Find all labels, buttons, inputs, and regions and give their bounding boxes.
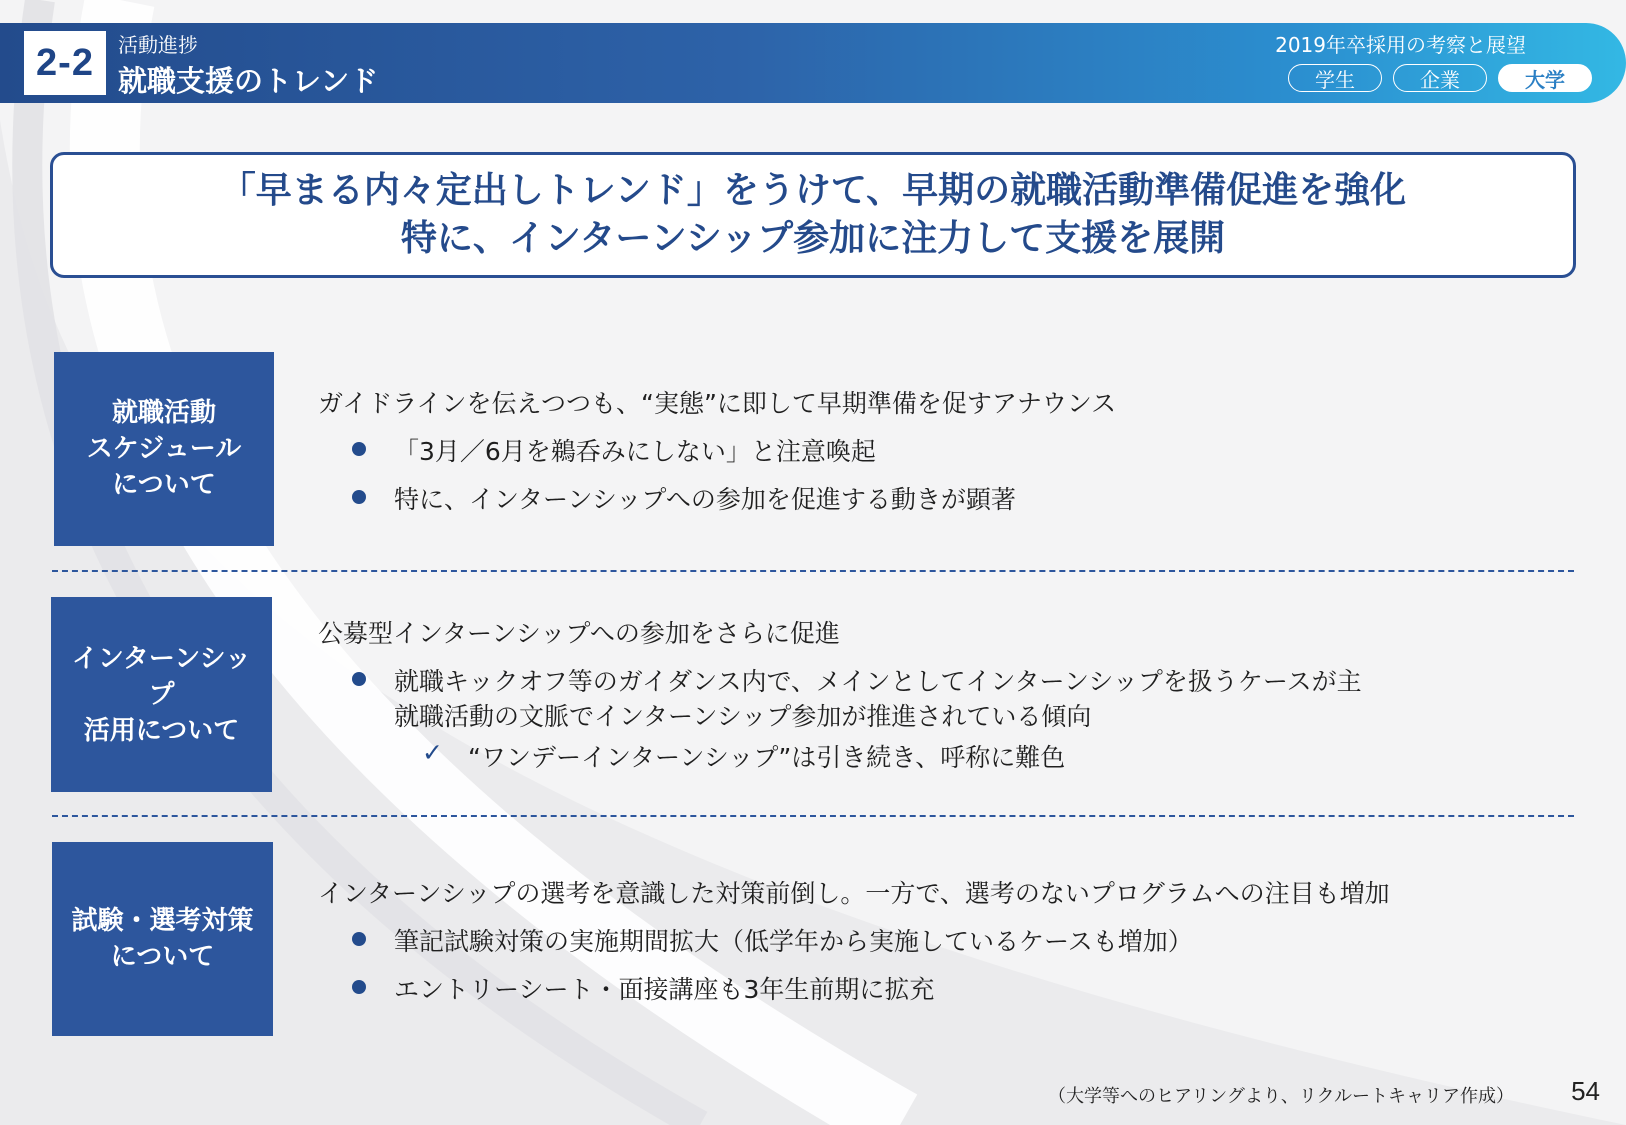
bullet-text: 筆記試験対策の実施期間拡大（低学年から実施しているケースも増加） [394, 927, 1193, 956]
bullet-icon [352, 490, 366, 504]
section-divider [52, 815, 1574, 817]
label-line: スケジュール [86, 434, 242, 464]
section-label-internship [51, 597, 272, 792]
bullet-icon [352, 980, 366, 994]
page-number: 54 [1571, 1076, 1600, 1106]
bullet-text: 就職キックオフ等のガイダンス内で、メインとしてインターンシップを扱うケースが主 [394, 667, 1362, 696]
bullet-text: エントリーシート・面接講座も3年生前期に拡充 [394, 975, 935, 1004]
section-label-exam [52, 842, 273, 1036]
source-footnote: （大学等へのヒアリングより、リクルートキャリア作成） [1047, 1086, 1514, 1107]
section-title: 就職支援のトレンド [118, 64, 379, 98]
report-title: 2019年卒採用の考察と展望 [1275, 33, 1526, 57]
section-label-schedule [54, 352, 274, 546]
label-line: 就職活動 [111, 398, 216, 428]
summary-box [50, 152, 1576, 278]
section-lead: ガイドラインを伝えつつも、“実態”に即して早期準備を促すアナウンス [318, 389, 1117, 418]
bullet-text: 「3月／6月を鵜呑みにしない」と注意喚起 [394, 437, 876, 466]
check-icon: ✓ [422, 738, 443, 767]
label-line: インターンシップ [71, 643, 252, 710]
section-number: 2-2 [24, 31, 106, 95]
check-text: “ワンデーインターンシップ”は引き続き、呼称に難色 [468, 743, 1066, 772]
summary-line-2: 特に、インターンシップ参加に注力して支援を展開 [400, 218, 1226, 259]
label-line: 活用について [83, 715, 240, 746]
label-line: について [112, 470, 216, 500]
label-line: 試験・選考対策 [71, 906, 254, 936]
tab-company[interactable]: 企業 [1393, 64, 1487, 92]
header [0, 23, 1626, 103]
bullet-icon [352, 442, 366, 456]
section-divider [52, 570, 1574, 572]
bullet-continuation: 就職活動の文脈でインターンシップ参加が推進されている傾向 [394, 702, 1092, 731]
label-line: について [110, 942, 215, 972]
tab-university[interactable]: 大学 [1498, 64, 1592, 92]
section-lead: インターンシップの選考を意識した対策前倒し。一方で、選考のないプログラムへの注目も増加 [318, 879, 1390, 908]
section-subtitle: 活動進捗 [118, 33, 198, 57]
bullet-text: 特に、インターンシップへの参加を促進する動きが顕著 [394, 485, 1016, 514]
section-lead: 公募型インターンシップへの参加をさらに促進 [318, 619, 840, 648]
tab-student[interactable]: 学生 [1288, 64, 1382, 92]
summary-line-1: 「早まる内々定出しトレンド」をうけて、早期の就職活動準備促進を強化 [219, 170, 1407, 211]
bullet-icon [352, 932, 366, 946]
bullet-icon [352, 672, 366, 686]
